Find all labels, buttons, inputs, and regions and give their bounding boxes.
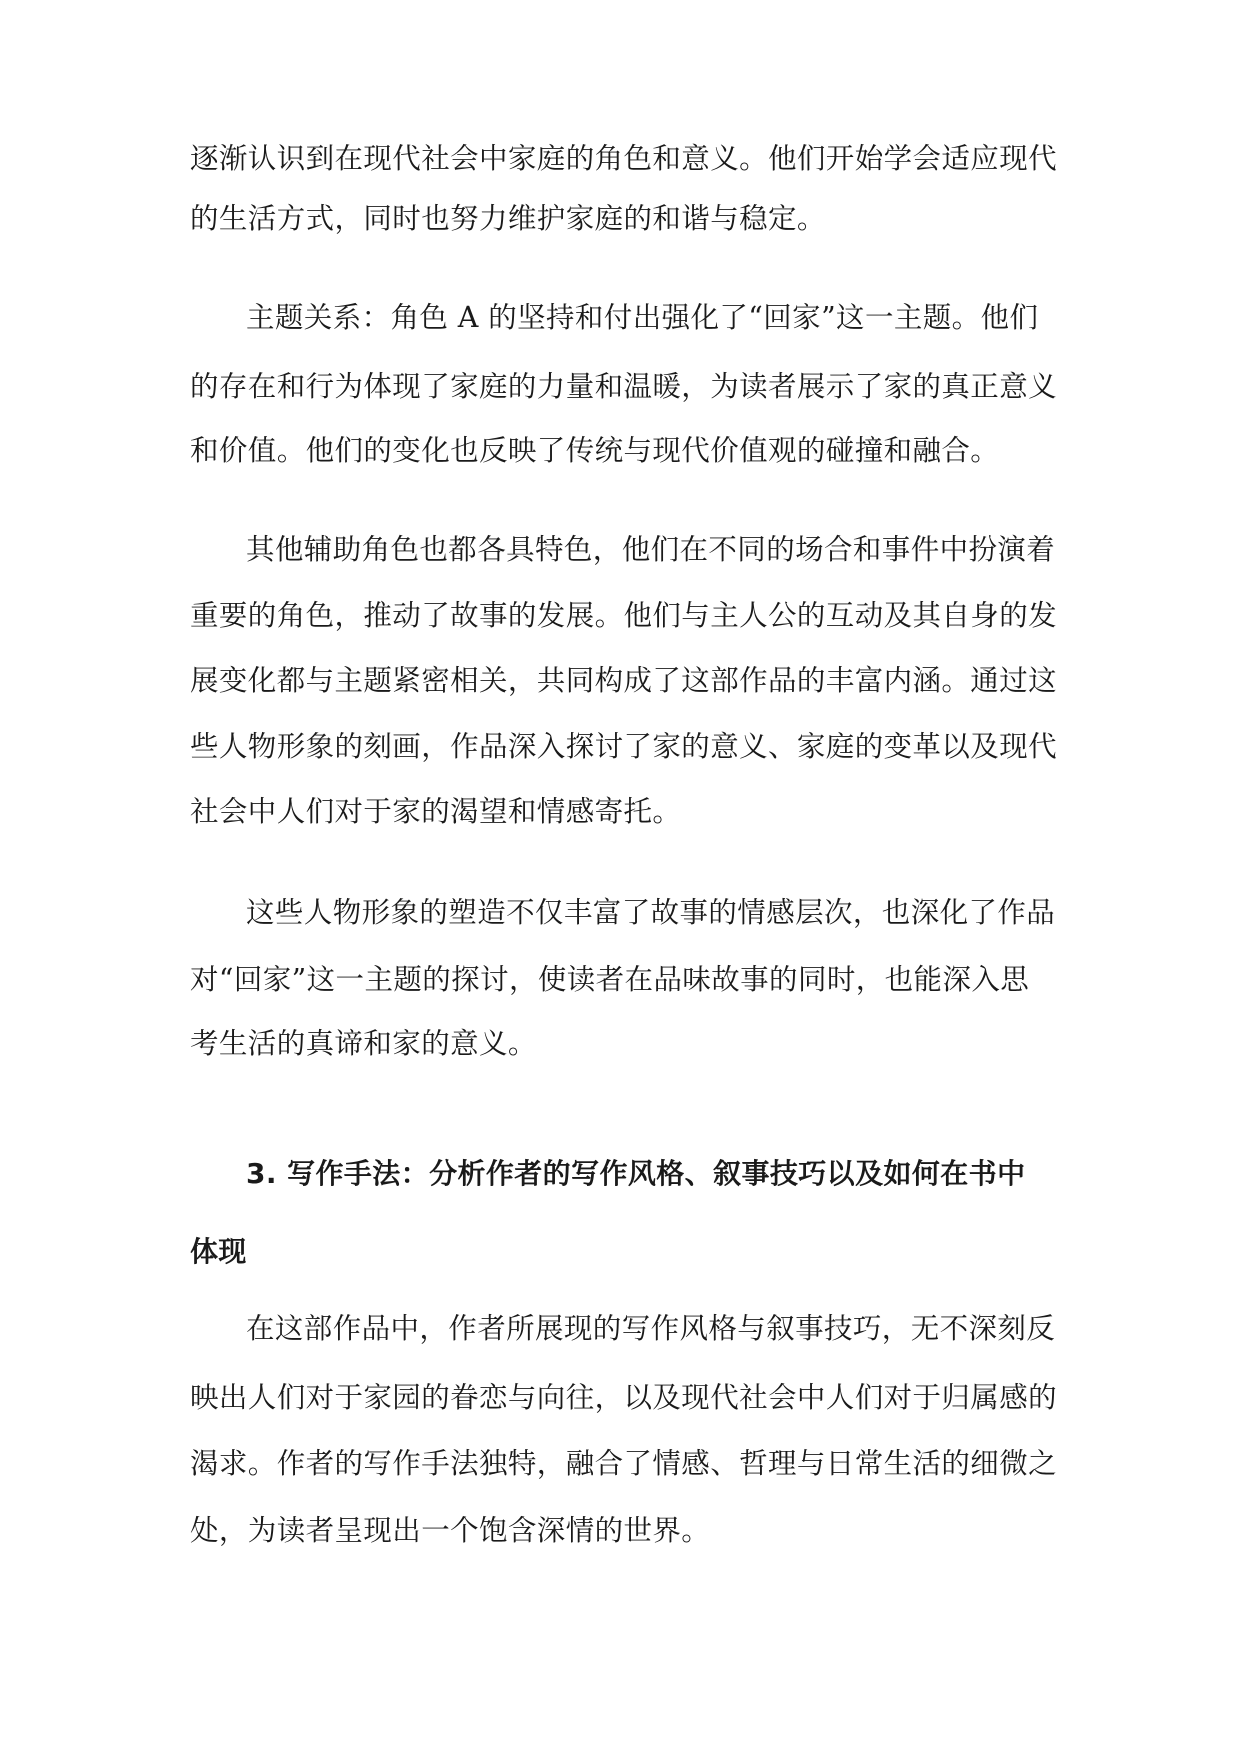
paragraph-line: 在这部作品中，作者所展现的写作风格与叙事技巧，无不深刻反 — [246, 1312, 1056, 1345]
paragraph-line: 考生活的真谛和家的意义。 — [190, 1027, 537, 1060]
paragraph-line: 的存在和行为体现了家庭的力量和温暖，为读者展示了家的真正意义 — [190, 370, 1058, 403]
paragraph-line: 其他辅助角色也都各具特色，他们在不同的场合和事件中扮演着 — [246, 533, 1056, 566]
paragraph-line: 对“回家”这一主题的探讨，使读者在品味故事的同时，也能深入思 — [190, 963, 1030, 996]
paragraph-line: 重要的角色，推动了故事的发展。他们与主人公的互动及其自身的发 — [190, 599, 1058, 632]
paragraph-line: 主题关系：角色 A 的坚持和付出强化了“回家”这一主题。他们 — [246, 301, 1039, 334]
paragraph-line: 的生活方式，同时也努力维护家庭的和谐与稳定。 — [190, 202, 826, 235]
paragraph-line: 社会中人们对于家的渴望和情感寄托。 — [190, 795, 682, 828]
paragraph-line: 映出人们对于家园的眷恋与向往，以及现代社会中人们对于归属感的 — [190, 1381, 1058, 1414]
section-heading-continued: 体现 — [190, 1235, 247, 1268]
paragraph-line: 和价值。他们的变化也反映了传统与现代价值观的碰撞和融合。 — [190, 434, 1000, 467]
paragraph-line: 展变化都与主题紧密相关，共同构成了这部作品的丰富内涵。通过这 — [190, 664, 1058, 697]
paragraph-line: 这些人物形象的塑造不仅丰富了故事的情感层次，也深化了作品 — [246, 896, 1056, 929]
section-heading: 3. 写作手法：分析作者的写作风格、叙事技巧以及如何在书中 — [246, 1157, 1026, 1190]
paragraph-line: 处，为读者呈现出一个饱含深情的世界。 — [190, 1514, 711, 1547]
paragraph-line: 些人物形象的刻画，作品深入探讨了家的意义、家庭的变革以及现代 — [190, 730, 1058, 763]
paragraph-line: 逐渐认识到在现代社会中家庭的角色和意义。他们开始学会适应现代 — [190, 142, 1058, 175]
paragraph-line: 渴求。作者的写作手法独特，融合了情感、哲理与日常生活的细微之 — [190, 1447, 1058, 1480]
